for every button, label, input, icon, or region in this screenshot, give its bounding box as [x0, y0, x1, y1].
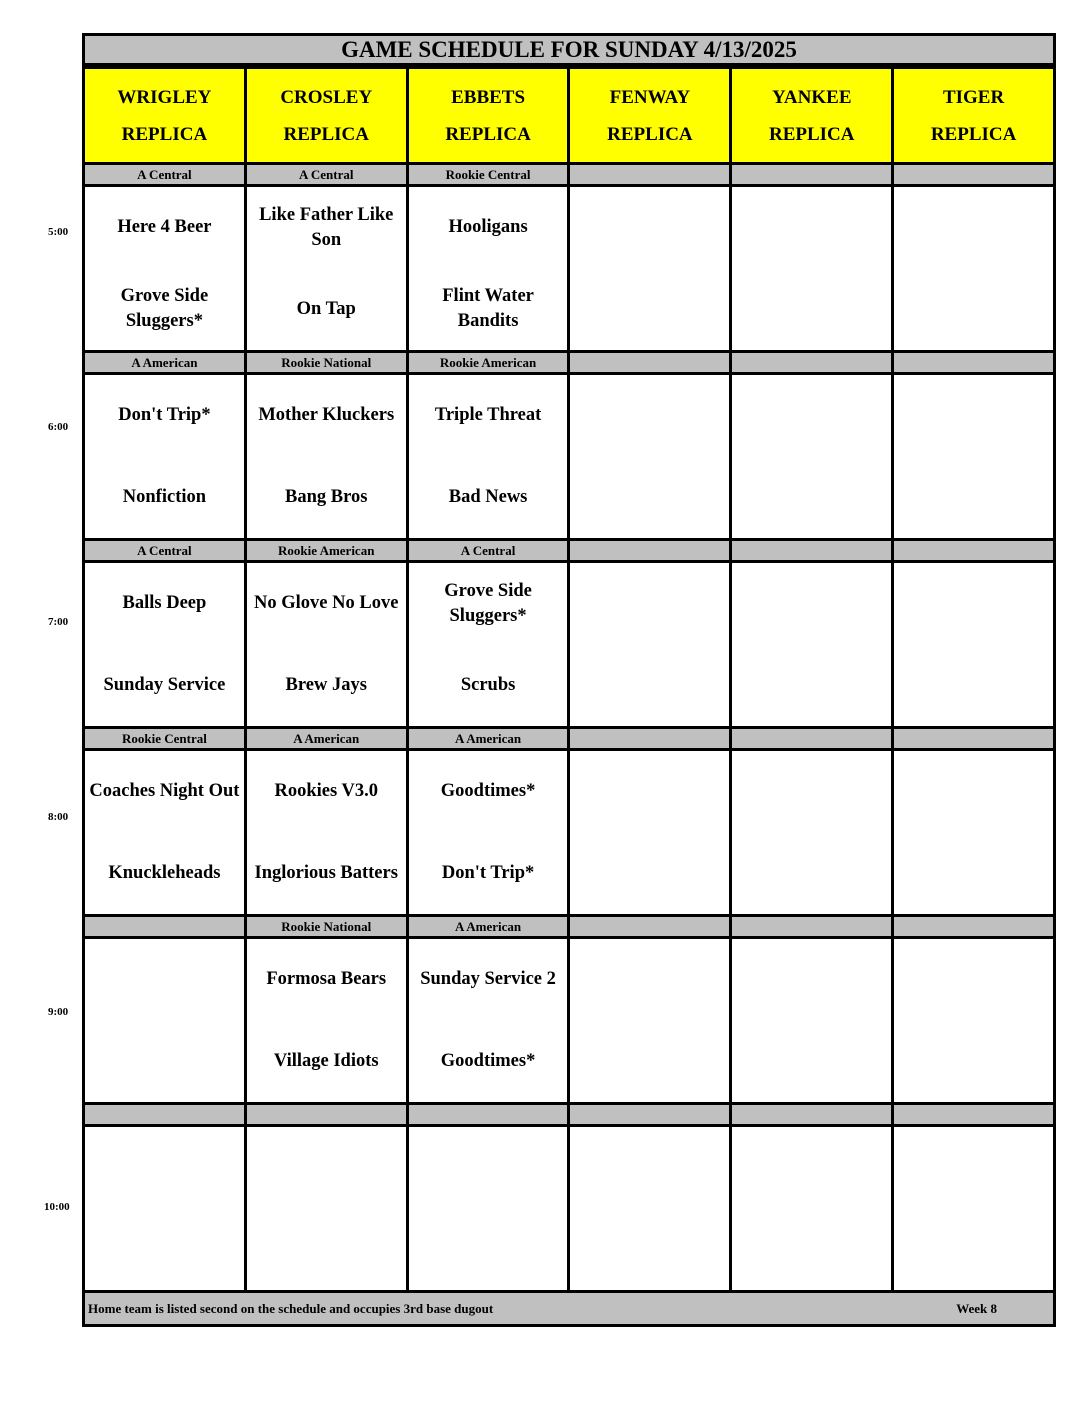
game-row [84, 750, 1055, 916]
away-team [570, 751, 729, 833]
game-cell [893, 1126, 1055, 1292]
division-label: A Central [84, 540, 246, 562]
division-label [407, 1104, 569, 1126]
division-label: Rookie National [245, 916, 407, 938]
field-subtitle: REPLICA [283, 123, 369, 145]
away-team: Like Father Like Son [259, 204, 394, 250]
away-team: Balls Deep [122, 593, 207, 614]
division-label [731, 164, 893, 186]
game-cell [893, 562, 1055, 728]
away-team [409, 1127, 568, 1209]
division-label [731, 728, 893, 750]
away-team [85, 939, 244, 1021]
away-team: Goodtimes* [440, 781, 536, 802]
home-team [894, 645, 1053, 727]
home-team [570, 645, 729, 727]
away-team [570, 187, 729, 269]
home-team: Flint Water Bandits [442, 286, 534, 332]
away-team [894, 563, 1053, 645]
away-team [894, 1127, 1053, 1209]
game-cell [569, 562, 731, 728]
home-team: Scrubs [460, 674, 516, 695]
home-team [732, 1021, 891, 1103]
division-label [731, 540, 893, 562]
division-label [569, 352, 731, 374]
game-cell [731, 562, 893, 728]
game-cell [407, 1126, 569, 1292]
home-team: Don't Trip* [441, 862, 535, 883]
home-team [894, 1209, 1053, 1291]
home-team [894, 833, 1053, 915]
home-team [247, 1209, 406, 1291]
game-cell [893, 186, 1055, 352]
home-team: Knuckleheads [108, 862, 221, 883]
home-team [570, 269, 729, 351]
division-row [84, 540, 1055, 562]
away-team [570, 375, 729, 457]
game-row [84, 374, 1055, 540]
division-label [893, 1104, 1055, 1126]
game-cell [245, 374, 407, 540]
away-team: Triple Threat [434, 405, 542, 426]
field-header-1 [245, 68, 407, 164]
game-row [84, 1126, 1055, 1292]
week-label: Week 8 [956, 1300, 997, 1316]
home-team-note: Home team is listed second on the schedule and occupies 3rd base dugout [88, 1300, 494, 1316]
time-label: 7:00 [48, 616, 69, 628]
away-team: Here 4 Beer [117, 217, 212, 238]
division-label [84, 916, 246, 938]
game-cell [407, 186, 569, 352]
division-label [569, 164, 731, 186]
home-team: Inglorious Batters [254, 862, 398, 883]
home-team [570, 1209, 729, 1291]
division-label [893, 540, 1055, 562]
field-subtitle: REPLICA [445, 123, 531, 145]
game-cell [245, 750, 407, 916]
division-label [569, 916, 731, 938]
away-team: No Glove No Love [254, 593, 399, 614]
field-name: FENWAY [609, 86, 691, 108]
game-cell [407, 562, 569, 728]
division-label: A American [407, 916, 569, 938]
home-team [732, 457, 891, 539]
home-team [570, 1021, 729, 1103]
home-team: Brew Jays [285, 674, 367, 695]
field-subtitle: REPLICA [768, 123, 855, 145]
away-team [894, 187, 1053, 269]
game-cell [407, 938, 569, 1104]
field-subtitle: REPLICA [121, 123, 208, 145]
time-label: 6:00 [48, 421, 69, 433]
home-team: Bang Bros [285, 486, 368, 507]
division-label [893, 352, 1055, 374]
home-team [732, 1209, 891, 1291]
division-label: Rookie Central [84, 728, 246, 750]
page-title: GAME SCHEDULE FOR SUNDAY 4/13/2025 [82, 33, 1056, 66]
division-label: Rookie National [245, 352, 407, 374]
division-label [893, 916, 1055, 938]
game-cell [731, 1126, 893, 1292]
division-row [84, 916, 1055, 938]
game-cell [731, 938, 893, 1104]
home-team [894, 1021, 1053, 1103]
home-team [570, 833, 729, 915]
division-label: A Central [84, 164, 246, 186]
division-label: A American [84, 352, 246, 374]
game-row [84, 562, 1055, 728]
home-team: Village Idiots [273, 1050, 379, 1071]
field-header-4 [731, 68, 893, 164]
away-team [570, 939, 729, 1021]
away-team [732, 187, 891, 269]
time-label: 9:00 [48, 1006, 69, 1018]
division-label [84, 1104, 246, 1126]
time-label: 8:00 [48, 811, 69, 823]
home-team [85, 1209, 244, 1291]
away-team: Sunday Service 2 [420, 969, 556, 990]
division-label [569, 1104, 731, 1126]
division-label: Rookie American [407, 352, 569, 374]
home-team [732, 269, 891, 351]
division-label: A American [245, 728, 407, 750]
division-label: A American [407, 728, 569, 750]
home-team [894, 457, 1053, 539]
game-cell [84, 750, 246, 916]
away-team: Grove Side Sluggers* [444, 580, 532, 626]
game-cell [84, 374, 246, 540]
game-cell [731, 750, 893, 916]
home-team [409, 1209, 568, 1291]
game-cell [569, 1126, 731, 1292]
field-subtitle: REPLICA [930, 123, 1017, 145]
home-team [894, 269, 1053, 351]
division-row [84, 1104, 1055, 1126]
game-cell [569, 374, 731, 540]
game-cell [407, 374, 569, 540]
away-team [732, 375, 891, 457]
home-team [732, 645, 891, 727]
game-cell [569, 186, 731, 352]
schedule-table [82, 66, 1056, 1293]
field-header-5 [893, 68, 1055, 164]
away-team: Coaches Night Out [89, 781, 240, 802]
field-header-0 [84, 68, 246, 164]
away-team [732, 939, 891, 1021]
away-team [732, 563, 891, 645]
division-label: A Central [407, 540, 569, 562]
field-header-2 [407, 68, 569, 164]
field-subtitle: REPLICA [607, 123, 693, 145]
field-header-3 [569, 68, 731, 164]
away-team [894, 751, 1053, 833]
away-team [85, 1127, 244, 1209]
game-cell [731, 374, 893, 540]
away-team [894, 375, 1053, 457]
home-team [732, 833, 891, 915]
game-cell [731, 186, 893, 352]
away-team: Formosa Bears [266, 969, 387, 990]
away-team [570, 563, 729, 645]
away-team: Mother Kluckers [258, 405, 395, 426]
schedule-sheet [82, 33, 1056, 1327]
game-row [84, 938, 1055, 1104]
home-team: Grove Side Sluggers* [120, 286, 209, 332]
division-row [84, 728, 1055, 750]
game-cell [84, 1126, 246, 1292]
game-cell [245, 562, 407, 728]
division-label: Rookie American [245, 540, 407, 562]
game-cell [893, 750, 1055, 916]
home-team: Sunday Service [103, 674, 226, 695]
away-team [570, 1127, 729, 1209]
game-cell [84, 186, 246, 352]
game-cell [893, 374, 1055, 540]
game-cell [84, 562, 246, 728]
division-label: A Central [245, 164, 407, 186]
field-name: WRIGLEY [117, 86, 212, 108]
footer-bar [82, 1293, 1056, 1327]
game-cell [407, 750, 569, 916]
away-team [732, 1127, 891, 1209]
game-cell [893, 938, 1055, 1104]
time-label: 10:00 [44, 1201, 70, 1213]
away-team [732, 751, 891, 833]
time-label: 5:00 [48, 226, 69, 238]
home-team: Bad News [448, 486, 528, 507]
away-team: Hooligans [448, 217, 528, 238]
away-team: Rookies V3.0 [274, 781, 378, 802]
field-name: EBBETS [451, 86, 526, 108]
field-name: TIGER [942, 86, 1005, 108]
home-team [570, 457, 729, 539]
field-header-row [84, 68, 1055, 164]
division-label [731, 352, 893, 374]
home-team: On Tap [296, 298, 356, 319]
division-label: Rookie Central [407, 164, 569, 186]
away-team: Don't Trip* [118, 405, 211, 426]
division-label [893, 164, 1055, 186]
home-team [85, 1021, 244, 1103]
away-team [247, 1127, 406, 1209]
game-cell [245, 186, 407, 352]
game-cell [84, 938, 246, 1104]
game-cell [569, 938, 731, 1104]
division-label [731, 916, 893, 938]
division-row [84, 164, 1055, 186]
division-label [569, 540, 731, 562]
division-label [245, 1104, 407, 1126]
home-team: Nonfiction [122, 486, 207, 507]
game-cell [245, 1126, 407, 1292]
division-label [731, 1104, 893, 1126]
field-name: YANKEE [771, 86, 852, 108]
field-name: CROSLEY [280, 86, 373, 108]
away-team [894, 939, 1053, 1021]
division-label [569, 728, 731, 750]
division-row [84, 352, 1055, 374]
home-team: Goodtimes* [440, 1050, 536, 1071]
game-cell [245, 938, 407, 1104]
game-row [84, 186, 1055, 352]
division-label [893, 728, 1055, 750]
game-cell [569, 750, 731, 916]
